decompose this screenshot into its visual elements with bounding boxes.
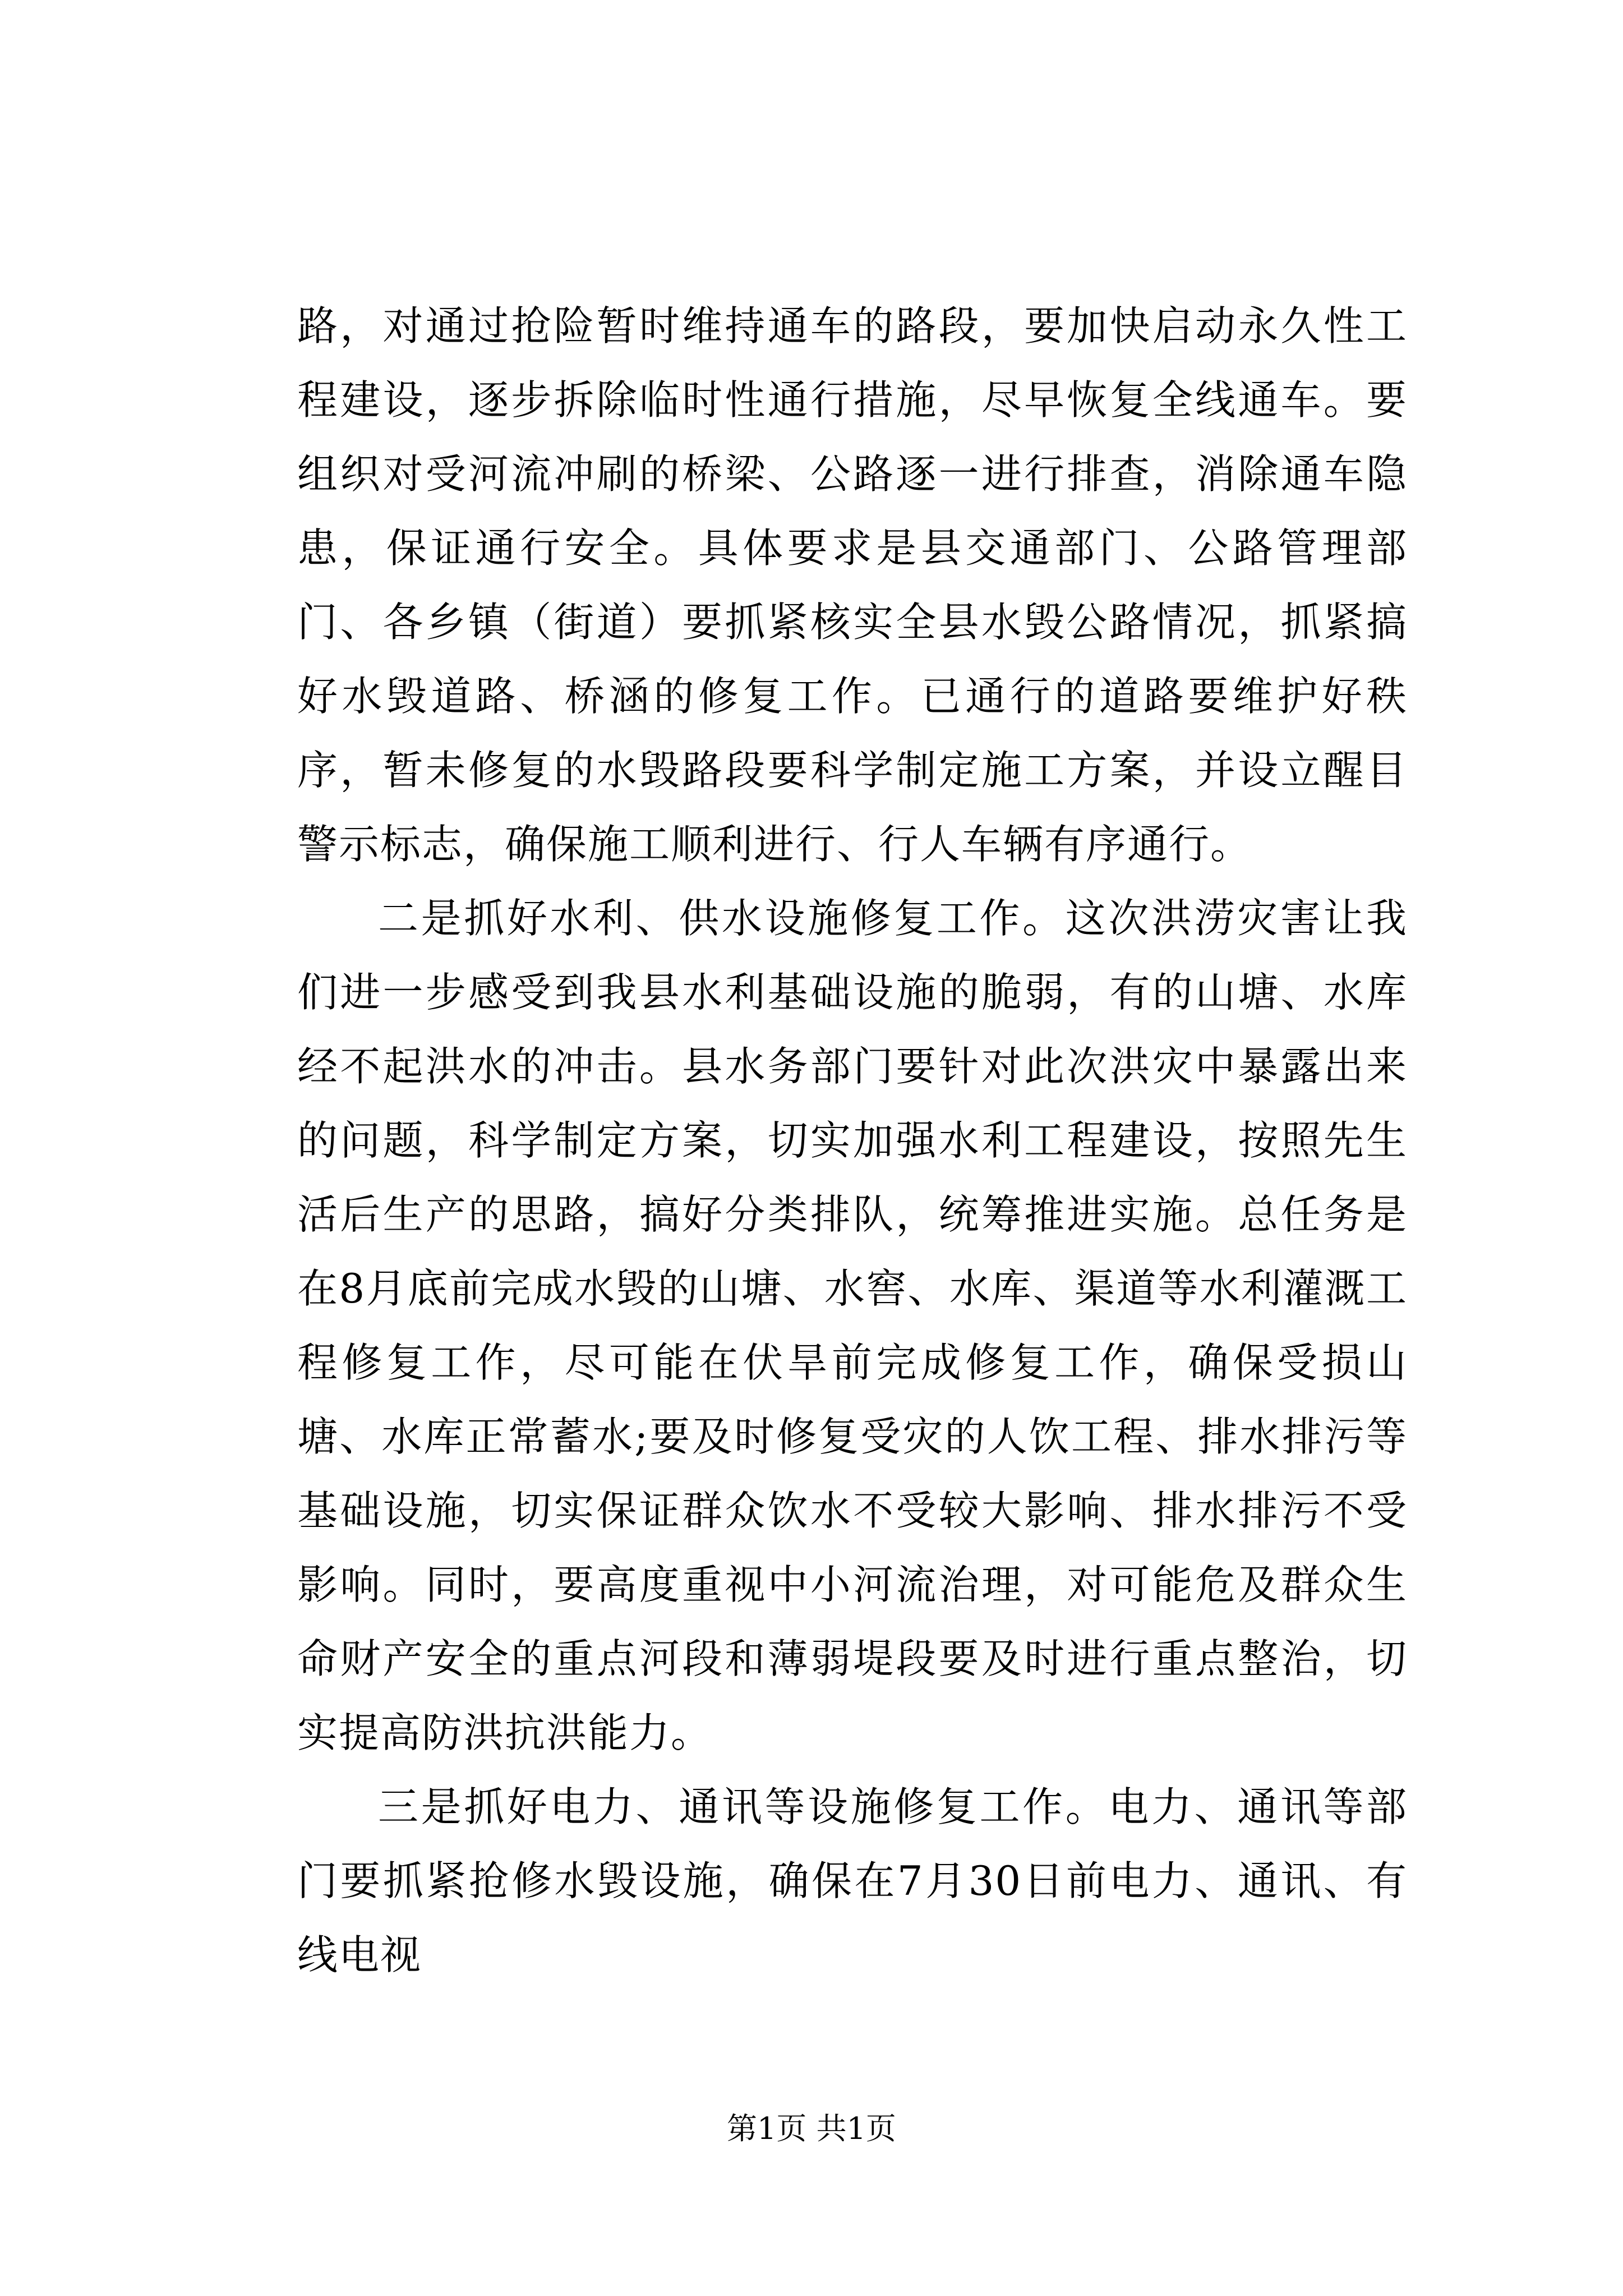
paragraph-water-facilities: 二是抓好水利、供水设施修复工作。这次洪涝灾害让我们进一步感受到我县水利基础设施的脆弱，有的山塘、水库经不起洪水的冲击。县水务部门要针对此次洪灾中暴露出来的问题，科学制定方案，切实加强水利工程建设，按照先生活后生产的思路，搞好分类排队，统筹推进实施。总任务是在8月底前完成水毁的山塘、水窖、水库、渠道等水利灌溉工程修复工作，尽可能在伏旱前完成修复工作，确保受损山塘、水库正常蓄水;要及时修复受灾的人饮工程、排水排污等基础设施，切实保证群众饮水不受较大影响、排水排污不受影响。同时，要高度重视中小河流治理，对可能危及群众生命财产安全的重点河段和薄弱堤段要及时进行重点整治，切实提高防洪抗洪能力。 [297, 895, 1408, 1756]
document-body [297, 289, 1408, 1992]
page-footer: 第1页 共1页 [727, 2111, 896, 2146]
paragraph-power-telecom: 三是抓好电力、通讯等设施修复工作。电力、通讯等部门要抓紧抢修水毁设施，确保在7月30日前电力、通讯、有线电视 [297, 1783, 1408, 1978]
paragraph-continuation: 路，对通过抢险暂时维持通车的路段，要加快启动永久性工程建设，逐步拆除临时性通行措施，尽早恢复全线通车。要组织对受河流冲刷的桥梁、公路逐一进行排查，消除通车隐患，保证通行安全。具体要求是县交通部门、公路管理部门、各乡镇（街道）要抓紧核实全县水毁公路情况，抓紧搞好水毁道路、桥涵的修复工作。已通行的道路要维护好秩序，暂未修复的水毁路段要科学制定施工方案，并设立醒目警示标志，确保施工顺利进行、行人车辆有序通行。 [297, 302, 1408, 868]
